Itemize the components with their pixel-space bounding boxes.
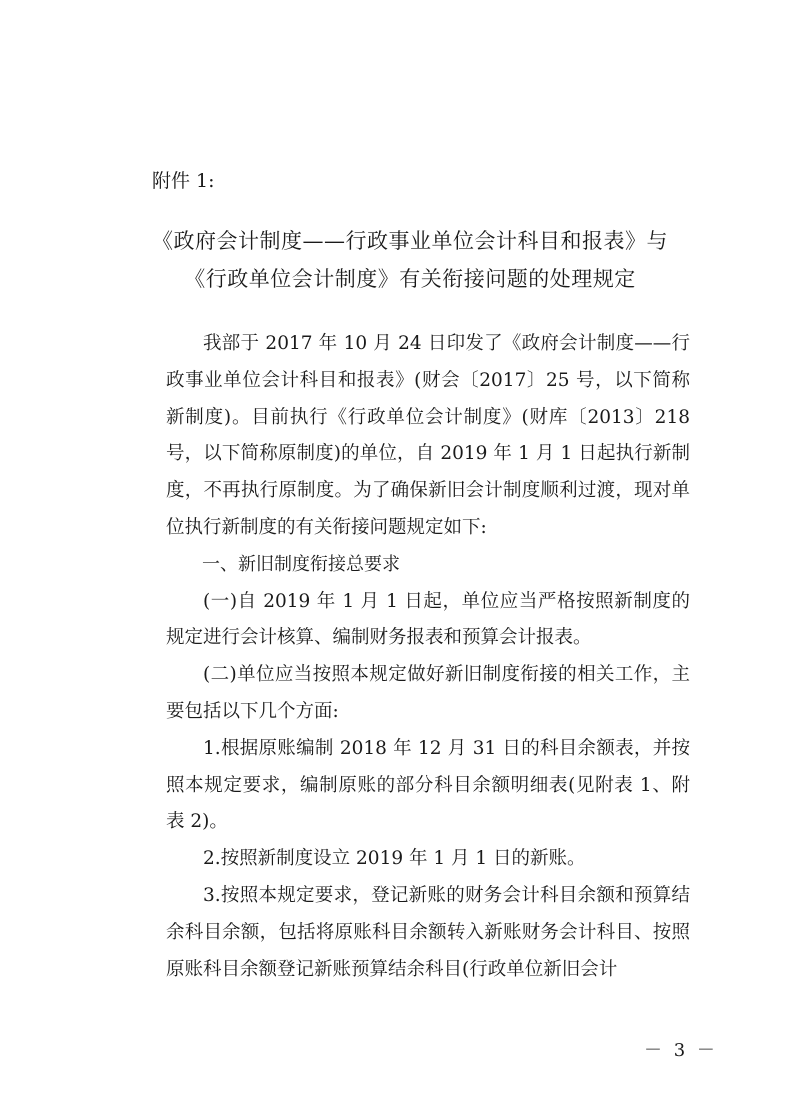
title-line-2: 《行政单位会计制度》有关衔接问题的处理规定 <box>184 267 636 291</box>
list-item-3: 3.按照本规定要求，登记新账的财务会计科目余额和预算结余科目余额，包括将原账科目余额转入新账财务会计科目、按照原账科目余额登记新账预算结余科目(行政单位新旧会计 <box>166 884 690 980</box>
document-title <box>140 222 680 298</box>
paragraph-item-2: (二)单位应当按照本规定做好新旧制度衔接的相关工作，主要包括以下几个方面: <box>166 664 690 722</box>
section-heading-1: 一、新旧制度衔接总要求 <box>202 553 400 575</box>
page-number: － 3 － <box>644 1040 718 1061</box>
list-item-2: 2.按照新制度设立 2019 年 1 月 1 日的新账。 <box>203 848 586 870</box>
title-line-1: 《政府会计制度——行政事业单位会计科目和报表》与 <box>152 229 668 253</box>
list-item-1: 1.根据原账编制 2018 年 12 月 31 日的科目余额表，并按照本规定要求，编制原账的部分科目余额明细表(见附表 1、附表 2)。 <box>166 737 690 833</box>
paragraph-item-1: (一)自 2019 年 1 月 1 日起，单位应当严格按照新制度的规定进行会计核算、编制财务报表和预算会计报表。 <box>166 590 690 649</box>
document-body <box>166 326 690 988</box>
intro-paragraph: 我部于 2017 年 10 月 24 日印发了《政府会计制度——行政事业单位会计科目和报表》(财会〔2017〕25 号，以下简称新制度)。目前执行《行政单位会计制度》(财库〔2013〕218 号，以下简称原制度)的单位，自 2019 年 1 月 1 日起执行新制度，不再执行原制度。为了确保新旧会计制度顺利过渡，现对单位执行新制度的有关衔接问题规定如下: <box>166 333 690 538</box>
attachment-label: 附件 1: <box>152 170 215 192</box>
